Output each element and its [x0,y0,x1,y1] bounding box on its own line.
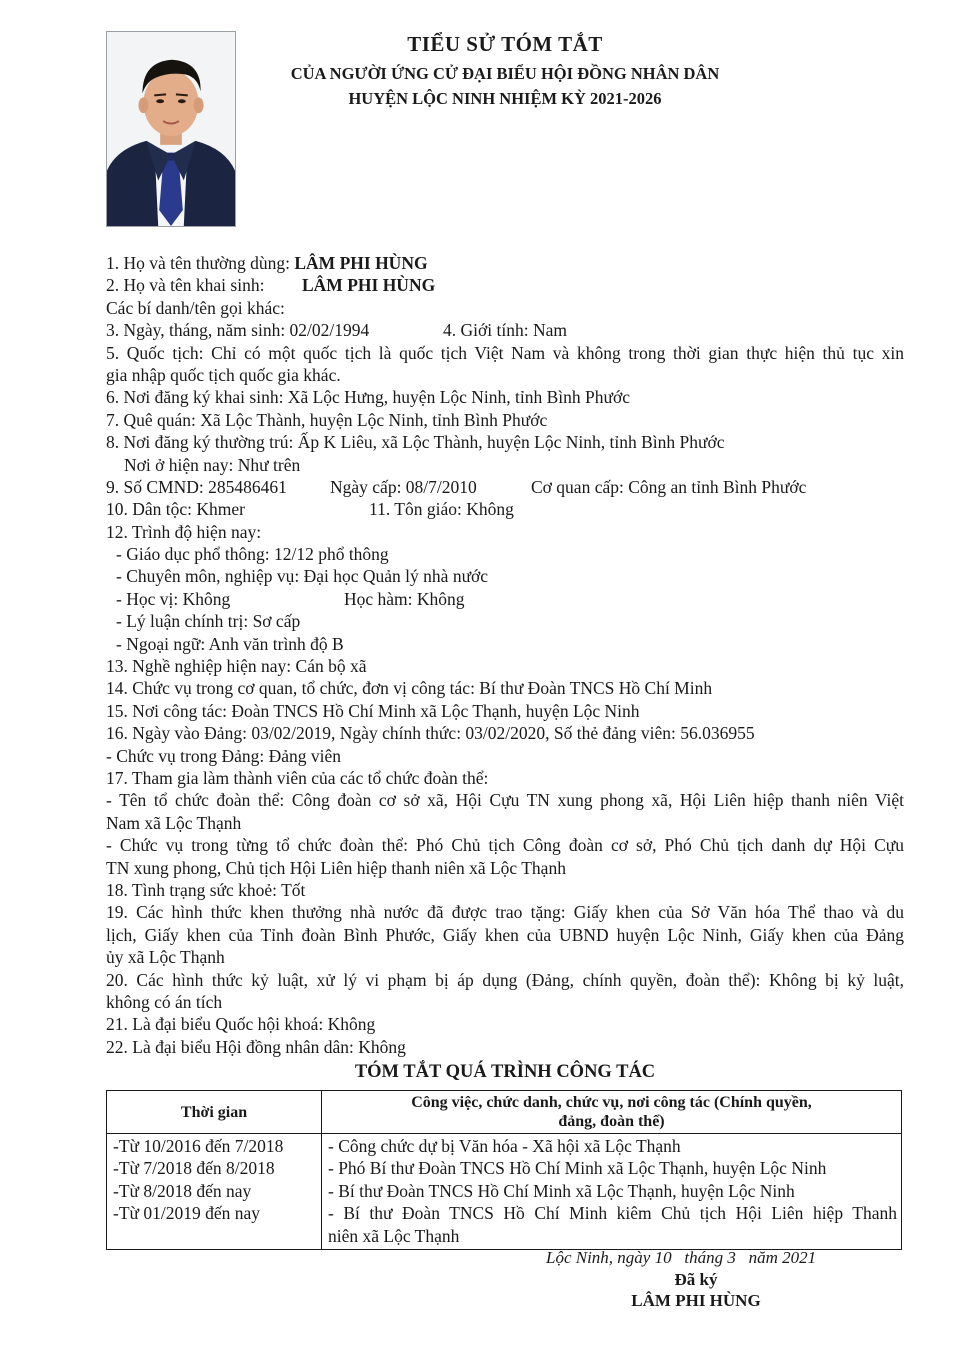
id-issuer: Cơ quan cấp: Công an tỉnh Bình Phước [531,476,807,497]
field-awards-cont-2: ủy xã Lộc Thạnh [106,947,225,968]
field-position: 14. Chức vụ trong cơ quan, tổ chức, đơn vị công tác: Bí thư Đoàn TNCS Hồ Chí Minh [106,678,713,699]
column-header-description: Công việc, chức danh, chức vụ, nơi công tác (Chính quyền, đảng, đoàn thể) [322,1091,902,1134]
academic-degree: - Học vị: Không [116,588,231,609]
field-current-residence: Nơi ở hiện nay: Như trên [124,454,301,475]
common-name-value: LÂM PHI HÙNG [294,253,428,273]
field-common-name: 1. Họ và tên thường dùng: LÂM PHI HÙNG [106,253,428,273]
field-general-education: - Giáo dục phổ thông: 12/12 phổ thông [116,544,389,565]
field-organization-positions-cont: TN xung phong, Chủ tịch Hội Liên hiệp thanh niên xã Lộc Thạnh [106,857,566,878]
time-item: -Từ 8/2018 đến nay [113,1180,252,1201]
field-dob-gender [106,319,904,341]
work-history-title: TÓM TẮT QUÁ TRÌNH CÔNG TÁC [354,1062,656,1082]
description-item: - Công chức dự bị Văn hóa - Xã hội xã Lộc Thạnh [328,1136,681,1156]
field-hometown: 7. Quê quán: Xã Lộc Thành, huyện Lộc Ninh, tỉnh Bình Phước [106,409,548,430]
field-organization-names: - Tên tổ chức đoàn thể: Công đoàn cơ sở xã, Hội Cựu TN xung phong xã, Hội Liên hiệp thanh niên Việt [106,790,904,811]
gender: 4. Giới tính: Nam [443,320,567,341]
work-history-table [106,1090,902,1250]
signature-date: Lộc Ninh, ngày 10 tháng 3 năm 2021 [546,1248,817,1267]
description-item: - Bí thư Đoàn TNCS Hồ Chí Minh xã Lộc Thạnh, huyện Lộc Ninh [328,1180,795,1201]
field-awards: 19. Các hình thức khen thưởng nhà nước đã được trao tặng: Giấy khen của Sở Văn hóa Thể thao và du [106,902,904,923]
biography-body [106,252,904,1058]
signature-status: Đã ký [674,1270,718,1289]
time-item: -Từ 7/2018 đến 8/2018 [113,1158,275,1179]
field-foreign-language: - Ngoại ngữ: Anh văn trình độ B [116,633,344,654]
field-education-heading: 12. Trình độ hiện nay: [106,521,262,542]
ethnicity: 10. Dân tộc: Khmer [106,499,245,520]
field-organizations-heading: 17. Tham gia làm thành viên của các tổ chức đoàn thể: [106,767,489,788]
table-row [107,1134,902,1250]
field-national-assembly: 21. Là đại biểu Quốc hội khoá: Không [106,1014,376,1035]
field-peoples-council: 22. Là đại biểu Hội đồng nhân dân: Không [106,1036,406,1057]
time-item: -Từ 01/2019 đến nay [113,1203,261,1224]
field-organization-positions: - Chức vụ trong từng tổ chức đoàn thể: Phó Chủ tịch Công đoàn cơ sở, Phó Chủ tịch danh dự Hội Cựu [106,835,904,856]
description-item: - Phó Bí thư Đoàn TNCS Hồ Chí Minh xã Lộc Thạnh, huyện Lộc Ninh [328,1158,827,1179]
academic-title: Học hàm: Không [344,588,465,609]
signature-name: LÂM PHI HÙNG [631,1291,761,1310]
field-workplace: 15. Nơi công tác: Đoàn TNCS Hồ Chí Minh xã Lộc Thạnh, huyện Lộc Ninh [106,700,640,721]
description-item: - Bí thư Đoàn TNCS Hồ Chí Minh kiêm Chủ tịch Hội Liên hiệp Thanh [328,1203,897,1224]
field-nationality: 5. Quốc tịch: Chỉ có một quốc tịch là quốc tịch Việt Nam và không trong thời gian thực hiện thủ tục xin [106,342,904,363]
field-organization-names-cont: Nam xã Lộc Thạnh [106,812,242,833]
field-degree [106,588,904,610]
birth-name-value: LÂM PHI HÙNG [302,275,436,296]
field-discipline: 20. Các hình thức kỷ luật, xử lý vi phạm bị áp dụng (Đảng, chính quyền, đoàn thể): Không bị kỷ luật, [106,969,904,990]
field-birth-registration: 6. Nơi đăng ký khai sinh: Xã Lộc Hưng, huyện Lộc Ninh, tỉnh Bình Phước [106,387,631,408]
document-subtitle-1: CỦA NGƯỜI ỨNG CỬ ĐẠI BIỂU HỘI ĐỒNG NHÂN DÂN [290,64,720,83]
field-permanent-residence: 8. Nơi đăng ký thường trú: Ấp K Liêu, xã Lộc Thành, huyện Lộc Ninh, tỉnh Bình Phước [106,432,725,453]
field-id-card [106,476,904,498]
id-number: 9. Số CMND: 285486461 [106,476,287,497]
field-political-theory: - Lý luận chính trị: Sơ cấp [116,611,301,632]
document-title: TIỂU SỬ TÓM TẮT [407,32,603,56]
time-cell [107,1134,322,1250]
field-health: 18. Tình trạng sức khoẻ: Tốt [106,879,306,900]
field-alias: Các bí danh/tên gọi khác: [106,297,285,318]
column-header-time: Thời gian [107,1091,322,1134]
table-header-row [107,1091,902,1134]
field-birth-name: 2. Họ và tên khai sinh: LÂM PHI HÙNG [106,275,436,296]
portrait-image [107,32,235,226]
document-subtitle-2: HUYỆN LỘC NINH NHIỆM KỲ 2021-2026 [348,89,662,108]
date-of-birth: 3. Ngày, tháng, năm sinh: 02/02/1994 [106,320,370,341]
field-occupation: 13. Nghề nghiệp hiện nay: Cán bộ xã [106,656,367,677]
field-nationality-cont: gia nhập quốc tịch quốc gia khác. [106,364,341,385]
field-discipline-cont: không có án tích [106,991,223,1012]
field-specialization: - Chuyên môn, nghiệp vụ: Đại học Quản lý nhà nước [116,566,489,587]
religion: 11. Tôn giáo: Không [369,499,514,520]
field-awards-cont: lịch, Giấy khen của Tỉnh đoàn Bình Phước, Giấy khen của UBND huyện Lộc Ninh, Giấy khen của Đảng [106,924,904,945]
time-item: -Từ 10/2016 đến 7/2018 [113,1136,284,1156]
description-cell [322,1134,902,1250]
field-ethnicity-religion [106,498,904,520]
candidate-photo [106,31,236,227]
description-item: niên xã Lộc Thạnh [328,1225,460,1246]
field-party-membership: 16. Ngày vào Đảng: 03/02/2019, Ngày chính thức: 03/02/2020, Số thẻ đảng viên: 56.036955 [106,723,755,744]
field-party-position: - Chức vụ trong Đảng: Đảng viên [106,745,341,766]
id-issue-date: Ngày cấp: 08/7/2010 [330,476,477,497]
